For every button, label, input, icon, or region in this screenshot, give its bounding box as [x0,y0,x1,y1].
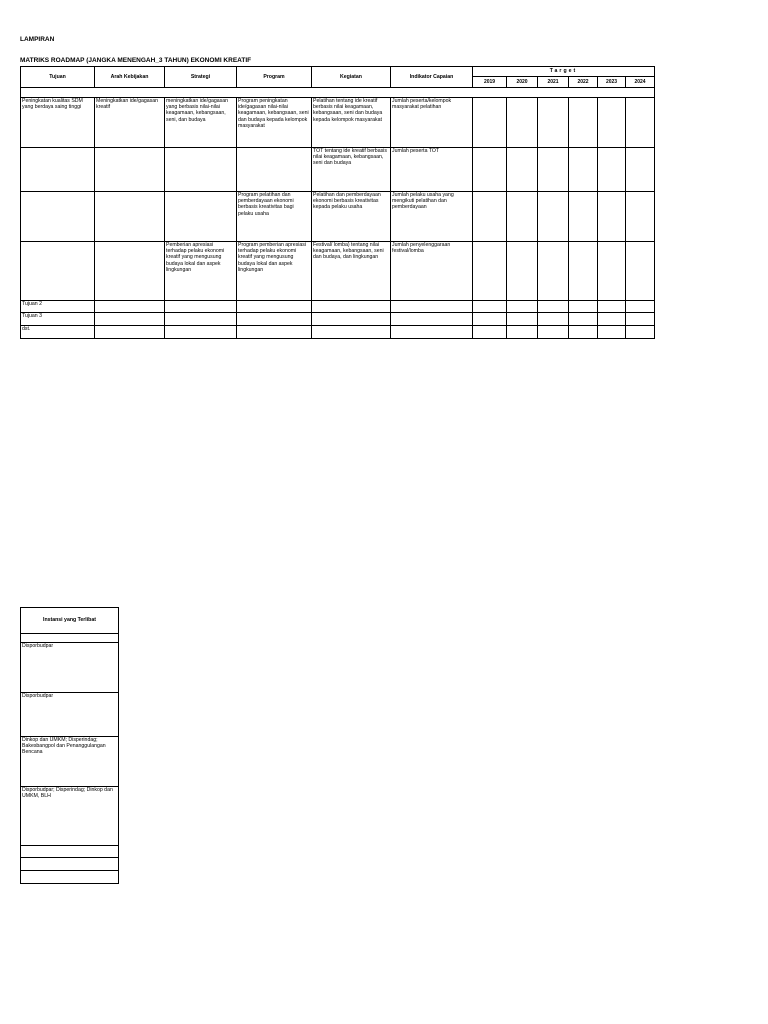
cell-tujuan: Tujuan 3 [21,313,95,326]
cell-arah [95,326,165,339]
cell-target [569,326,598,339]
cell-target [507,326,538,339]
cell-target [507,192,538,242]
cell-indikator: Jumlah pelaku usaha yang mengikuti pelatihan dan pemberdayaan [391,192,473,242]
cell-kegiatan [312,301,391,313]
cell-target [598,301,626,313]
cell-strategi [165,326,237,339]
cell-program: Program pemberian apresiasi terhadap pelaku ekonomi kreatif yang mengusung budaya lokal dan aspek lingkungan [237,242,312,301]
col-header-strategi: Strategi [165,67,237,88]
cell-program: Program pelatihan dan pemberdayaan ekonomi berbasis kreativitas bagi pelaku usaha [237,192,312,242]
col-header-indikator: Indikator Capaian [391,67,473,88]
cell-arah [95,301,165,313]
year-header: 2021 [538,77,569,88]
cell-program [237,313,312,326]
cell-program: Program peningkatan ide/gagasan nilai-nilai keagamaan, kebangsaan, seni dan budaya kepada kelompok masyarakat [237,98,312,148]
instansi-cell: Disporbudpar; Disperindag; Dinkop dan UMKM, BLH [21,787,119,846]
cell-target [569,313,598,326]
cell-target [473,148,507,192]
spacer-row [21,88,655,98]
instansi-row [21,737,119,787]
cell-target [473,301,507,313]
cell-target [598,313,626,326]
cell-target [473,242,507,301]
instansi-row [21,858,119,871]
instansi-row [21,846,119,858]
lampiran-label: LAMPIRAN [20,36,55,43]
cell-arah [95,313,165,326]
cell-kegiatan: Pelatihan tentang ide kreatif berbasis nilai keagamaan, kebangsaan, seni dan budaya kepada kelompok masyarakat [312,98,391,148]
instansi-header-row [21,608,119,634]
header-row-1 [21,67,655,77]
cell-target [473,313,507,326]
instansi-row [21,871,119,884]
cell-target [538,98,569,148]
year-header: 2024 [626,77,655,88]
cell-kegiatan: Pelatihan dan pemberdayaan ekonomi berbasis kreativitas kepada pelaku usaha [312,192,391,242]
cell-arah: Meningkatkan ide/gagasan kreatif [95,98,165,148]
cell-target [569,301,598,313]
table-row [21,192,655,242]
cell-indikator [391,326,473,339]
document-title: MATRIKS ROADMAP (JANGKA MENENGAH_3 TAHUN) EKONOMI KREATIF [20,57,252,64]
cell-target [569,98,598,148]
col-header-kegiatan: Kegiatan [312,67,391,88]
cell-tujuan: Tujuan 2 [21,301,95,313]
instansi-cell [21,871,119,884]
cell-target [598,326,626,339]
cell-target [507,98,538,148]
cell-arah [95,192,165,242]
instansi-row [21,787,119,846]
cell-indikator: Jumlah peserta TOT [391,148,473,192]
cell-target [569,192,598,242]
cell-strategi [165,192,237,242]
instansi-cell: Disporbudpar [21,693,119,737]
instansi-table [20,607,119,884]
cell-kegiatan [312,326,391,339]
cell-target [626,98,655,148]
cell-target [473,326,507,339]
cell-target [538,192,569,242]
instansi-cell: Disporbudpar [21,643,119,693]
cell-strategi: Pemberian apresiasi terhadap pelaku ekonomi kreatif yang mengusung budaya lokal dan aspek lingkungan [165,242,237,301]
cell-target [507,148,538,192]
cell-target [507,313,538,326]
cell-arah [95,148,165,192]
cell-target [598,98,626,148]
instansi-cell [21,846,119,858]
col-header-tujuan: Tujuan [21,67,95,88]
col-header-target: Target [473,67,655,77]
year-header: 2019 [473,77,507,88]
cell-target [538,313,569,326]
cell-indikator: Jumlah penyelenggaraan festival/lomba [391,242,473,301]
table-row [21,301,655,313]
year-header: 2020 [507,77,538,88]
cell-kegiatan: Festival/ lomba) tentang nilai keagamaan, kebangsaan, seni dan budaya, dan lingkungan [312,242,391,301]
cell-tujuan [21,192,95,242]
cell-target [598,242,626,301]
cell-indikator [391,301,473,313]
cell-target [626,242,655,301]
cell-tujuan [21,242,95,301]
cell-kegiatan: TOT tentang ide kreatif berbasis nilai keagamaan, kebangsaan, seni dan budaya [312,148,391,192]
instansi-row [21,643,119,693]
cell-target [538,148,569,192]
cell-strategi [165,313,237,326]
cell-target [507,242,538,301]
cell-kegiatan [312,313,391,326]
cell-target [538,326,569,339]
cell-target [538,301,569,313]
cell-strategi: meningkatkan ide/gagasan yang berbasis nilai-nilai keagamaan, kebangsaan, seni, dan budaya [165,98,237,148]
table-row [21,313,655,326]
cell-program [237,326,312,339]
cell-strategi [165,301,237,313]
cell-indikator: Jumlah peserta/kelompok masyarakat pelatihan [391,98,473,148]
year-header: 2022 [569,77,598,88]
cell-program [237,148,312,192]
cell-target [569,242,598,301]
instansi-header: Instansi yang Terlibat [21,608,119,634]
cell-target [473,192,507,242]
cell-tujuan: dst. [21,326,95,339]
cell-target [626,326,655,339]
cell-target [598,192,626,242]
cell-strategi [165,148,237,192]
spacer-row [21,634,119,643]
cell-target [598,148,626,192]
roadmap-matrix-table [20,66,655,339]
cell-indikator [391,313,473,326]
table-row [21,242,655,301]
table-row [21,98,655,148]
year-header: 2023 [598,77,626,88]
cell-tujuan: Peningkatan kualitas SDM yang berdaya saing tinggi [21,98,95,148]
table-row [21,148,655,192]
col-header-arah-kebijakan: Arah Kebijakan [95,67,165,88]
cell-target [538,242,569,301]
cell-arah [95,242,165,301]
cell-target [626,148,655,192]
instansi-row [21,693,119,737]
cell-target [626,192,655,242]
cell-target [626,301,655,313]
cell-target [473,98,507,148]
cell-target [569,148,598,192]
col-header-program: Program [237,67,312,88]
cell-tujuan [21,148,95,192]
cell-target [626,313,655,326]
table-row [21,326,655,339]
cell-target [507,301,538,313]
instansi-cell [21,858,119,871]
cell-program [237,301,312,313]
instansi-cell: Dinkop dan UMKM; Disperindag; Bakesbangpol dan Penanggulangan Bencana [21,737,119,787]
